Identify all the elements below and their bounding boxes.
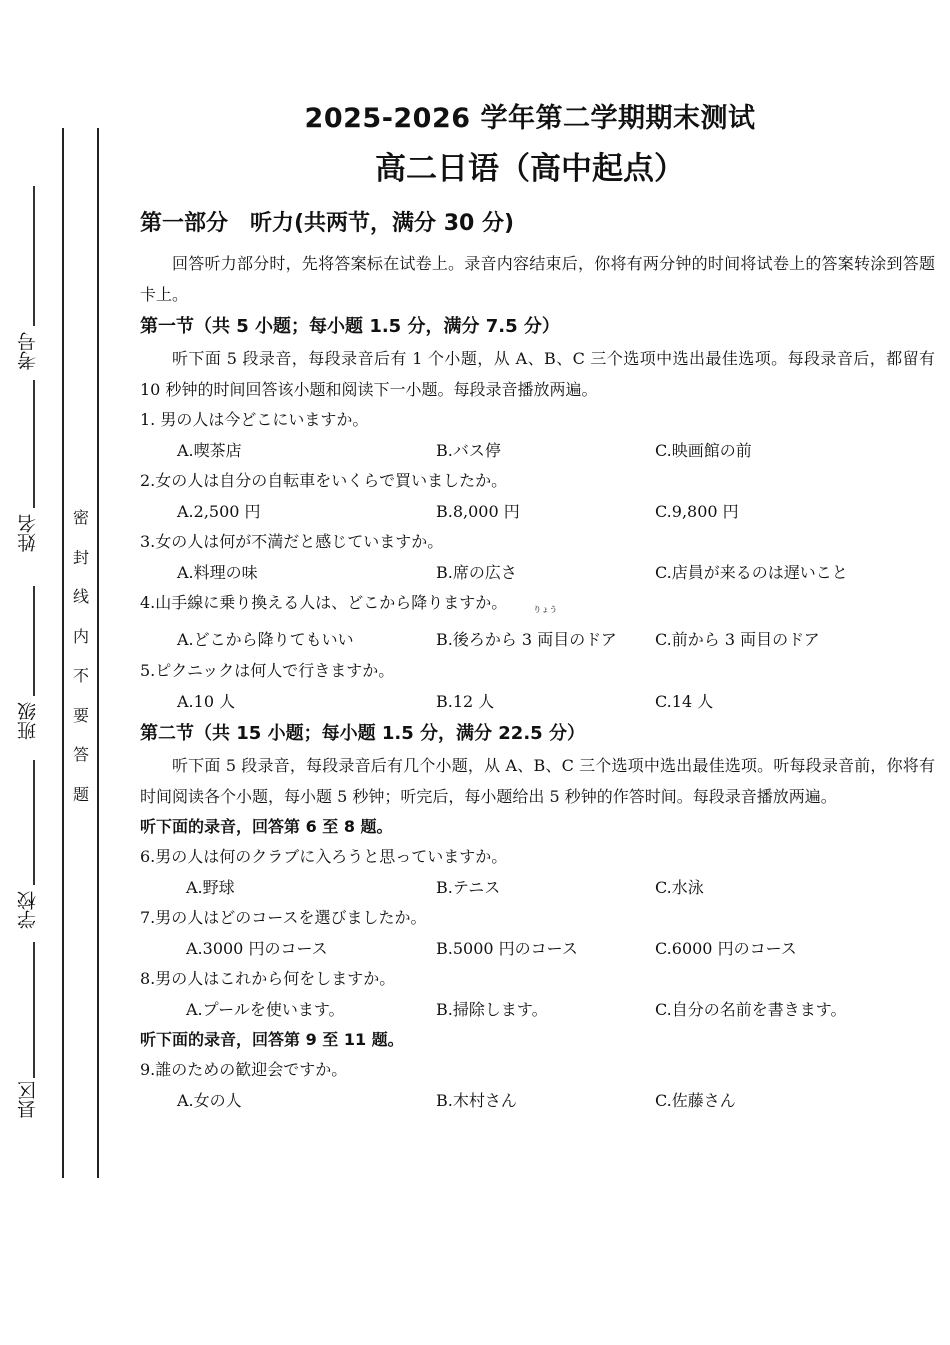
seal-char: 密	[72, 508, 89, 527]
furigana-base: 両	[537, 630, 554, 649]
seal-char: 不	[72, 666, 89, 686]
option-a[interactable]: A.女の人	[177, 1091, 242, 1110]
county-field[interactable]	[6, 942, 46, 1122]
question-4-options	[140, 605, 935, 656]
section2-heading: 第二节（共 15 小题；每小题 1.5 分，满分 22.5 分）	[140, 723, 585, 744]
group1-heading: 听下面的录音，回答第 6 至 8 题。	[140, 817, 393, 836]
question-9-options	[140, 1085, 935, 1116]
class-label: 班级	[17, 702, 39, 740]
question-7: 7.男の人はどのコースを選びましたか。	[140, 908, 427, 927]
question-2: 2.女の人は自分の自転車をいくらで買いましたか。	[140, 471, 508, 490]
part1-instructions: 回答听力部分时，先将答案标在试卷上。录音内容结束后，你将有两分钟的时间将试卷上的答案转涂到答题卡上。	[140, 254, 935, 304]
question-1-options	[140, 435, 935, 466]
question-9: 9.誰のための歓迎会ですか。	[140, 1060, 348, 1079]
option-b[interactable]: B.テニス	[436, 878, 501, 897]
question-2-options	[140, 496, 935, 527]
section1-instructions: 听下面 5 段录音，每段录音后有 1 个小题，从 A、B、C 三个选项中选出最佳选项。每段录音后，都留有 10 秒钟的时间回答该小题和阅读下一小题。每段录音播放两遍。	[140, 349, 935, 399]
question-1: 1. 男の人は今どこにいますか。	[140, 410, 369, 429]
option-a[interactable]: A.どこから降りてもいい	[177, 630, 354, 649]
option-c[interactable]: C.佐藤さん	[655, 1091, 736, 1110]
option-a[interactable]: A.2,500 円	[177, 502, 261, 521]
question-7-options	[140, 933, 935, 964]
option-a[interactable]: A.喫茶店	[177, 441, 242, 460]
option-c[interactable]: C.水泳	[655, 878, 704, 897]
question-5-options	[140, 686, 935, 717]
option-c[interactable]: C.自分の名前を書きます。	[655, 1000, 847, 1019]
class-underline[interactable]	[33, 586, 35, 696]
seal-char: 题	[72, 784, 89, 804]
question-8-options	[140, 994, 935, 1025]
class-field[interactable]	[6, 586, 46, 756]
option-b[interactable]: B.席の広さ	[436, 563, 517, 582]
name-label: 姓名	[17, 514, 39, 552]
school-underline[interactable]	[33, 760, 35, 885]
question-6: 6.男の人は何のクラブに入ろうと思っていますか。	[140, 847, 508, 866]
option-b[interactable]: B.掃除します。	[436, 1000, 548, 1019]
option-a[interactable]: A.10 人	[177, 692, 236, 711]
furigana-reading: りょう	[533, 605, 558, 614]
county-label: 县区	[17, 1081, 39, 1119]
seal-char: 要	[72, 705, 89, 725]
question-8: 8.男の人はこれから何をしますか。	[140, 969, 396, 988]
option-b[interactable]	[436, 605, 617, 662]
question-6-options	[140, 872, 935, 903]
option-a[interactable]: A.料理の味	[177, 563, 258, 582]
question-4: 4.山手線に乗り換える人は、どこから降りますか。	[140, 593, 508, 612]
binding-line-inner	[97, 128, 99, 1178]
question-3: 3.女の人は何が不満だと感じていますか。	[140, 532, 444, 551]
option-a[interactable]: A.野球	[186, 878, 235, 897]
seal-char: 内	[72, 626, 89, 646]
county-underline[interactable]	[33, 942, 35, 1078]
option-b-prefix: B.後ろから 3	[436, 630, 538, 649]
option-c[interactable]: C.前から 3 両目のドア	[655, 630, 820, 649]
exam-content	[140, 206, 935, 1116]
option-a[interactable]: A.3000 円のコース	[186, 939, 328, 958]
section2-instructions: 听下面 5 段录音，每段录音后有几个小题，从 A、B、C 三个选项中选出最佳选项。听每段录音前，你将有时间阅读各个小题，每小题 5 秒钟；听完后，每小题给出 5 秒钟的作答时间。每段录音播放两遍。	[140, 756, 935, 806]
seal-char: 答	[72, 745, 89, 765]
seal-line-notice	[70, 505, 92, 805]
student-id-underline[interactable]	[33, 186, 35, 326]
name-underline[interactable]	[33, 380, 35, 508]
option-b[interactable]: B.8,000 円	[436, 502, 520, 521]
school-field[interactable]	[6, 760, 46, 940]
option-b[interactable]: B.12 人	[436, 692, 495, 711]
option-c[interactable]: C.映画館の前	[655, 441, 752, 460]
option-b[interactable]: B.5000 円のコース	[436, 939, 578, 958]
school-label: 学校	[17, 891, 39, 929]
section1-heading: 第一节（共 5 小题；每小题 1.5 分，满分 7.5 分）	[140, 316, 560, 337]
option-c[interactable]: C.店員が来るのは遅いこと	[655, 563, 848, 582]
exam-title: 2025-2026 学年第二学期期末测试	[304, 103, 756, 134]
group2-heading: 听下面的录音，回答第 9 至 11 题。	[140, 1030, 404, 1049]
option-c[interactable]: C.6000 円のコース	[655, 939, 797, 958]
name-field[interactable]	[6, 380, 46, 575]
part1-heading: 第一部分 听力(共两节，满分 30 分)	[140, 211, 515, 236]
option-b[interactable]: B.バス停	[436, 441, 501, 460]
question-3-options	[140, 557, 935, 588]
student-id-label: 考号	[17, 332, 39, 370]
seal-char: 封	[72, 547, 89, 567]
seal-char: 线	[72, 587, 89, 607]
option-b-suffix: 目のドア	[553, 630, 617, 649]
furigana-word	[533, 605, 558, 662]
option-c[interactable]: C.14 人	[655, 692, 714, 711]
binding-line-outer	[62, 128, 64, 1178]
option-b[interactable]: B.木村さん	[436, 1091, 517, 1110]
option-a[interactable]: A.プールを使います。	[186, 1000, 345, 1019]
question-5: 5.ピクニックは何人で行きますか。	[140, 661, 395, 680]
subject-title: 高二日语（高中起点）	[375, 151, 685, 187]
student-id-field[interactable]	[6, 186, 46, 376]
option-c[interactable]: C.9,800 円	[655, 502, 739, 521]
